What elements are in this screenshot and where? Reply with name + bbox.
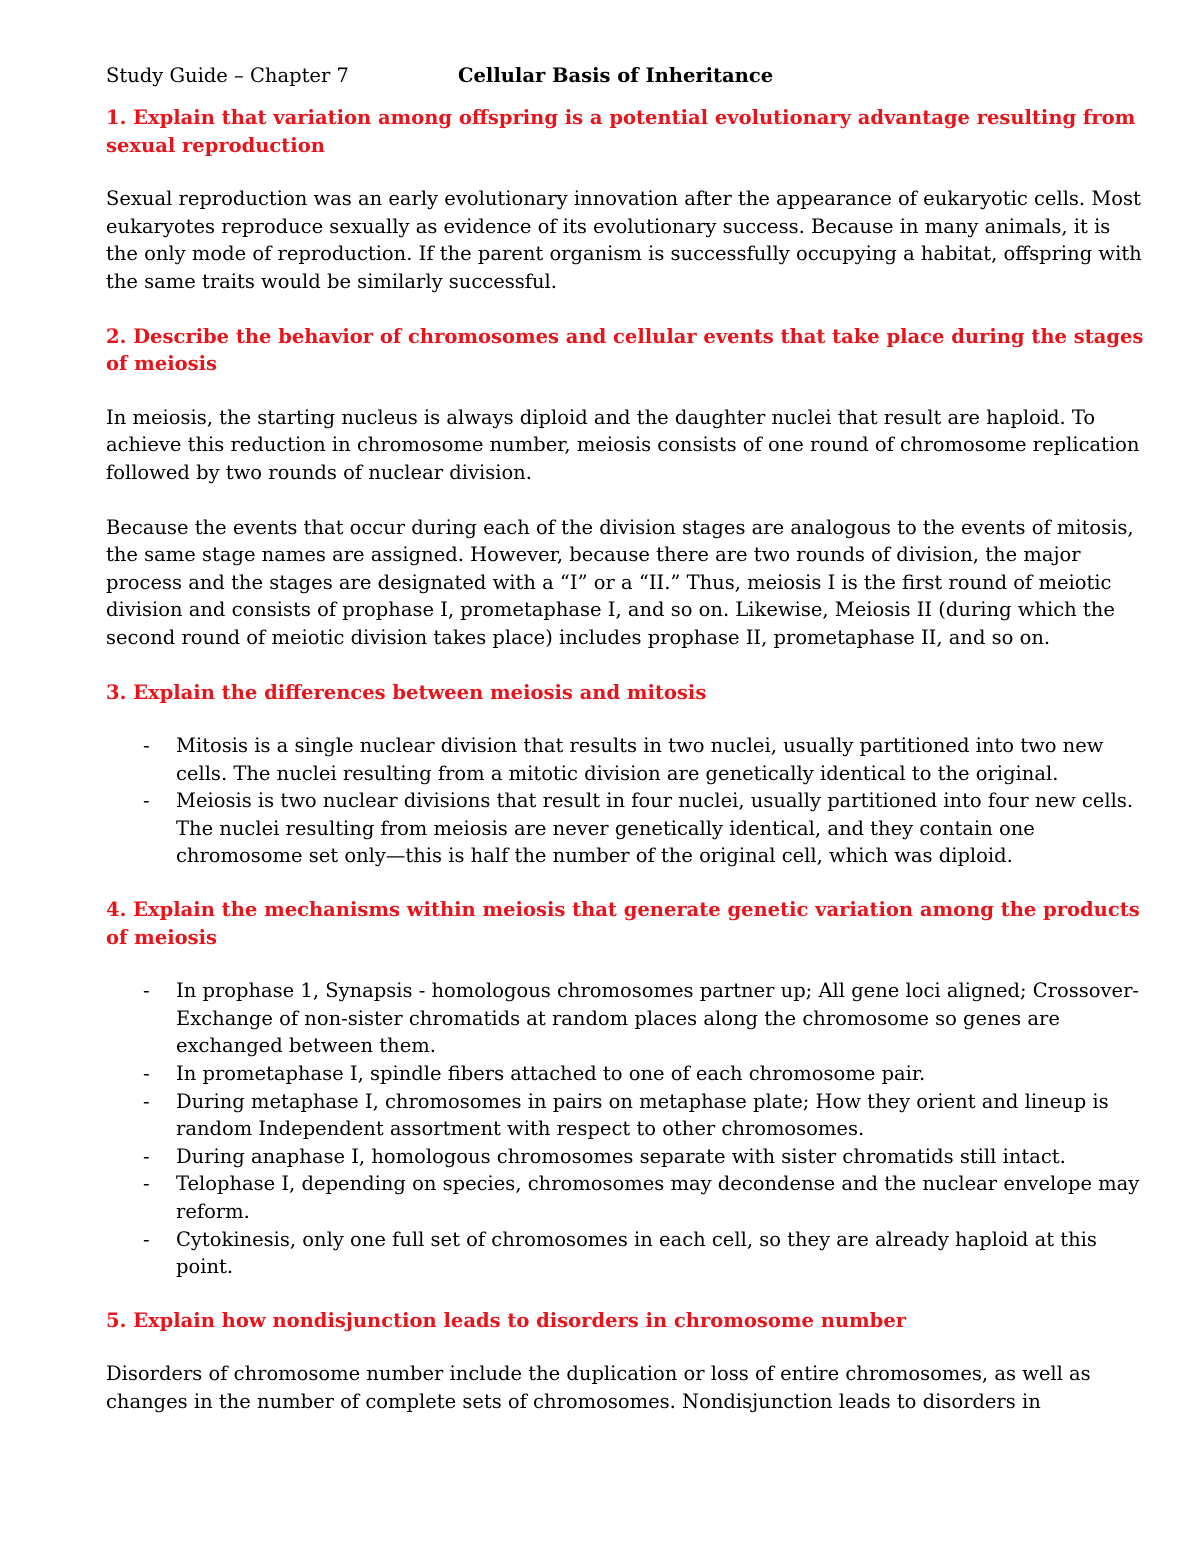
dash-marker: - (143, 734, 150, 758)
list-item (106, 1170, 1146, 1225)
question-3: 3. Explain the differences between meiosis and mitosis (106, 680, 707, 704)
question-2: 2. Describe the behavior of chromosomes and cellular events that take place during the stages of meiosis (106, 324, 1144, 376)
list-item-text: Meiosis is two nuclear divisions that result in four nuclei, usually partitioned into four new cells. The nuclei resulting from meiosis are never genetically identical, and they contain one chromosome set only—this is half the number of the original cell, which was diploid. (176, 789, 1134, 868)
list-item-text: In prometaphase I, spindle fibers attached to one of each chromosome pair. (176, 1062, 926, 1086)
dash-marker: - (143, 1089, 150, 1113)
dash-marker: - (143, 1172, 150, 1196)
document-page (106, 62, 1146, 1443)
list-item (106, 732, 1146, 787)
list-item-text: During metaphase I, chromosomes in pairs on metaphase plate; How they orient and lineup is random Independent assortment with respect to other chromosomes. (176, 1089, 1109, 1141)
list-item (106, 1226, 1146, 1281)
answer-5-paragraph-1: Disorders of chromosome number include the duplication or loss of entire chromosomes, as well as changes in the number of complete sets of chromosomes. Nondisjunction leads to disorders in (106, 1362, 1091, 1413)
list-item (106, 977, 1146, 1060)
dash-marker: - (143, 979, 150, 1003)
list-item-text: Telophase I, depending on species, chromosomes may decondense and the nuclear envelope may reform. (176, 1172, 1140, 1223)
list-item-text: In prophase 1, Synapsis - homologous chromosomes partner up; All gene loci aligned; Crossover-Exchange of non-sister chromatids at random places along the chromosome so genes are exchanged between them. (176, 979, 1139, 1058)
list-item (106, 1143, 1146, 1171)
header-title: Cellular Basis of Inheritance (458, 64, 774, 87)
list-item (106, 1060, 1146, 1088)
dash-marker: - (143, 1144, 150, 1168)
answer-3-list (106, 732, 1146, 870)
header-left: Study Guide – Chapter 7 (106, 64, 349, 87)
question-1: 1. Explain that variation among offspring is a potential evolutionary advantage resulting from sexual reproduction (106, 106, 1136, 157)
list-item (106, 1088, 1146, 1143)
list-item-text: Cytokinesis, only one full set of chromosomes in each cell, so they are already haploid at this point. (176, 1227, 1097, 1279)
dash-marker: - (143, 1062, 150, 1086)
question-5: 5. Explain how nondisjunction leads to disorders in chromosome number (106, 1308, 906, 1332)
list-item-text: During anaphase I, homologous chromosomes separate with sister chromatids still intact. (176, 1144, 1066, 1168)
list-item-text: Mitosis is a single nuclear division that results in two nuclei, usually partitioned into two new cells. The nuclei resulting from a mitotic division are genetically identical to the original. (176, 734, 1104, 785)
dash-marker: - (143, 1227, 150, 1251)
document-header (106, 62, 1146, 90)
dash-marker: - (143, 789, 150, 813)
answer-2-paragraph-1: In meiosis, the starting nucleus is always diploid and the daughter nuclei that result are haploid. To achieve this reduction in chromosome number, meiosis consists of one round of chromosome replication followed by two rounds of nuclear division. (106, 405, 1140, 484)
answer-2-paragraph-2: Because the events that occur during each of the division stages are analogous to the events of mitosis, the same stage names are assigned. However, because there are two rounds of division, the major process and the stages are designated with a “I” or a “II.” Thus, meiosis I is the first round of meiotic division and consists of prophase I, prometaphase I, and so on. Likewise, Meiosis II (during which the second round of meiotic division takes place) includes prophase II, prometaphase II, and so on. (106, 515, 1134, 649)
question-4: 4. Explain the mechanisms within meiosis that generate genetic variation among the products of meiosis (106, 898, 1140, 949)
list-item (106, 787, 1146, 870)
answer-4-list (106, 977, 1146, 1281)
answer-1-paragraph-1: Sexual reproduction was an early evolutionary innovation after the appearance of eukaryotic cells. Most eukaryotes reproduce sexually as evidence of its evolutionary success. Because in many animals, it is the only mode of reproduction. If the parent organism is successfully occupying a habitat, offspring with the same traits would be similarly successful. (106, 187, 1142, 293)
